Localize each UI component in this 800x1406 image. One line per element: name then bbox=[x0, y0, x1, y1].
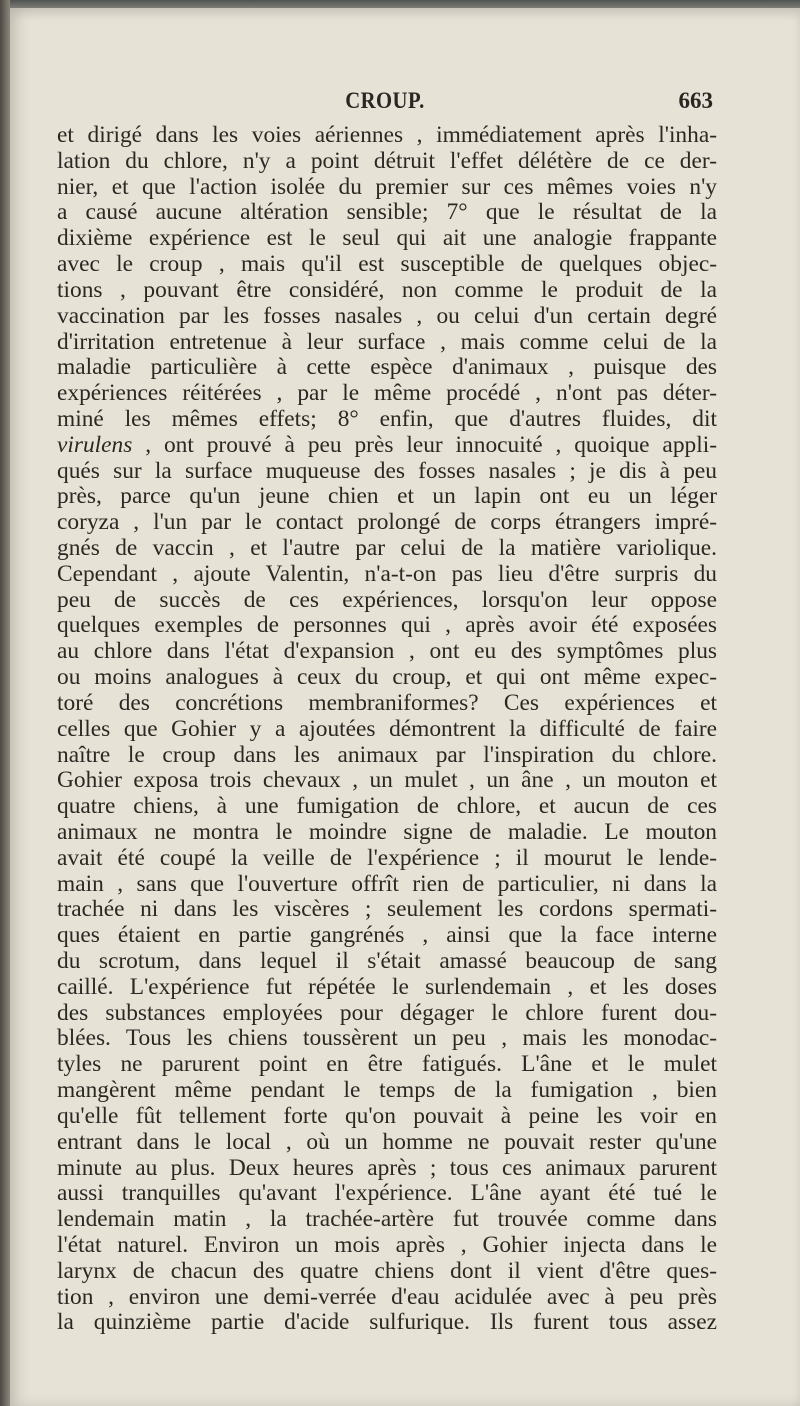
running-head bbox=[57, 88, 713, 124]
text-line: larynx de chacun des quatre chiens dont il vient d'être ques- bbox=[57, 1257, 717, 1284]
text-line: vaccination par les fosses nasales , ou celui d'un certain degré bbox=[57, 302, 717, 329]
text-line: près, parce qu'un jeune chien et un lapin ont eu un léger bbox=[57, 483, 717, 510]
text-line: expériences réitérées , par le même procédé , n'ont pas déter- bbox=[57, 380, 717, 407]
page-number: 663 bbox=[678, 88, 713, 113]
text-line: lendemain matin , la trachée-artère fut trouvée comme dans bbox=[57, 1206, 717, 1233]
text-line: minute au plus. Deux heures après ; tous ces animaux parurent bbox=[57, 1154, 717, 1181]
running-title: CROUP. bbox=[345, 88, 425, 113]
text-line: lation du chlore, n'y a point détruit l'effet délétère de ce der- bbox=[57, 147, 717, 174]
text-line: du scrotum, dans lequel il s'était amassé beaucoup de sang bbox=[57, 948, 717, 974]
text-line: animaux ne montra le moindre signe de maladie. Le mouton bbox=[57, 818, 717, 845]
text-line: ou moins analogues à ceux du croup, et qui ont même expec- bbox=[57, 664, 717, 691]
text-line: avait été coupé la veille de l'expérience ; il mourut le lende- bbox=[57, 844, 717, 871]
text-line: celles que Gohier y a ajoutées démontrent la difficulté de faire bbox=[57, 715, 717, 742]
text-line: Gohier exposa trois chevaux , un mulet , un âne , un mouton et bbox=[57, 767, 717, 794]
text-line: maladie particulière à cette espèce d'animaux , puisque des bbox=[57, 354, 717, 381]
text-line: qués sur la surface muqueuse des fosses nasales ; je dis à peu bbox=[57, 457, 717, 484]
text-line: trachée ni dans les viscères ; seulement les cordons spermati- bbox=[57, 896, 717, 923]
text-line: blées. Tous les chiens toussèrent un peu , mais les monodac- bbox=[57, 1025, 717, 1052]
text-line: au chlore dans l'état d'expansion , ont eu des symptômes plus bbox=[57, 638, 717, 665]
binding-edge bbox=[0, 0, 10, 1406]
text-line: miné les mêmes effets; 8° enfin, que d'autres fluides, dit bbox=[57, 405, 717, 432]
text-line: Cependant , ajoute Valentin, n'a-t-on pas lieu d'être surpris du bbox=[57, 560, 717, 587]
text-line: peu de succès de ces expériences, lorsqu'on leur oppose bbox=[57, 586, 717, 613]
text-line: a causé aucune altération sensible; 7° que le résultat de la bbox=[57, 199, 717, 226]
text-line: dixième expérience est le seul qui ait une analogie frappante bbox=[57, 225, 717, 252]
text-line: gnés de vaccin , et l'autre par celui de la matière variolique. bbox=[57, 535, 717, 561]
text-line: et dirigé dans les voies aériennes , immédiatement après l'inha- bbox=[57, 122, 717, 148]
text-line: la quinzième partie d'acide sulfurique. Ils furent tous assez bbox=[57, 1309, 717, 1336]
text-line: tion , environ une demi-verrée d'eau acidulée avec à peu près bbox=[57, 1283, 717, 1310]
text-line: tions , pouvant être considéré, non comme le produit de la bbox=[57, 276, 717, 303]
text-line: des substances employées pour dégager le chlore furent dou- bbox=[57, 999, 717, 1026]
text-line: coryza , l'un par le contact prolongé de corps étrangers impré- bbox=[57, 509, 717, 536]
text-line: quatre chiens, à une fumigation de chlore, et aucun de ces bbox=[57, 793, 717, 820]
text-line: virulens , ont prouvé à peu près leur innocuité , quoique appli- bbox=[57, 431, 717, 458]
text-line: nier, et que l'action isolée du premier sur ces mêmes voies n'y bbox=[57, 173, 717, 200]
text-line: d'irritation entretenue à leur surface , mais comme celui de la bbox=[57, 328, 717, 355]
text-line: mangèrent même pendant le temps de la fumigation , bien bbox=[57, 1077, 717, 1104]
text-line: caillé. L'expérience fut répétée le surlendemain , et les doses bbox=[57, 973, 717, 1000]
text-line: ques étaient en partie gangrénés , ainsi que la face interne bbox=[57, 922, 717, 949]
text-line: l'état naturel. Environ un mois après , Gohier injecta dans le bbox=[57, 1231, 717, 1258]
text-line: avec le croup , mais qu'il est susceptible de quelques objec- bbox=[57, 251, 717, 278]
top-shadow-band bbox=[0, 0, 800, 8]
text-line: toré des concrétions membraniformes? Ces expériences et bbox=[57, 689, 717, 716]
body-text bbox=[57, 123, 717, 1336]
text-line: aussi tranquilles qu'avant l'expérience. L'âne ayant été tué le bbox=[57, 1180, 717, 1207]
text-line: quelques exemples de personnes qui , après avoir été exposées bbox=[57, 612, 717, 639]
text-line: tyles ne parurent point en être fatigués. L'âne et le mulet bbox=[57, 1051, 717, 1078]
text-line: main , sans que l'ouverture offrît rien de particulier, ni dans la bbox=[57, 870, 717, 897]
italic-word: virulens bbox=[57, 431, 133, 458]
text-line: qu'elle fût tellement forte qu'on pouvait à peine les voir en bbox=[57, 1102, 717, 1129]
text-line: naître le croup dans les animaux par l'inspiration du chlore. bbox=[57, 741, 717, 768]
text-line: entrant dans le local , où un homme ne pouvait rester qu'une bbox=[57, 1128, 717, 1155]
